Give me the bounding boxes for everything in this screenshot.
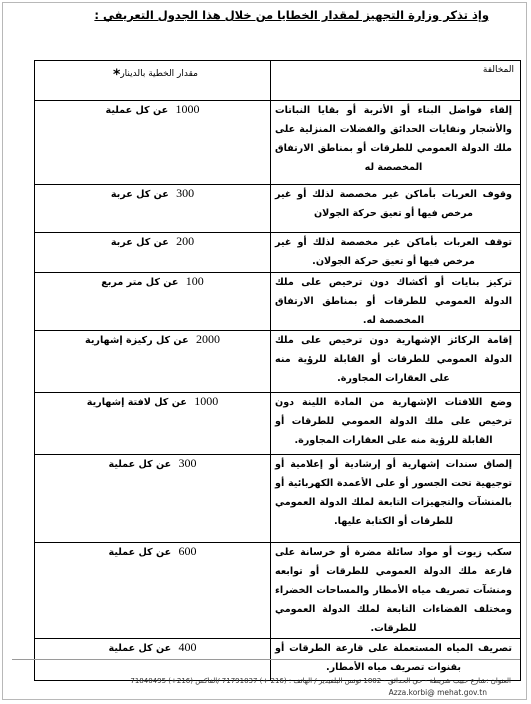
asterisk-mark: * (113, 67, 121, 83)
page-heading: وإذ تذكر وزارة التجهيز لمقدار الخطايا من خلال هذا الجدول التعريفي : (94, 8, 489, 22)
amount-cell (35, 393, 271, 455)
amount-number: 200 (176, 234, 195, 248)
amount-number: 2000 (195, 332, 220, 346)
footer-divider (12, 659, 520, 660)
violation-cell: تصريف المياه المستعملة على قارعة الطرقات أو بقنوات تصريف مياه الأمطار. (271, 639, 521, 681)
amount-cell (35, 331, 271, 393)
violation-cell: توقف العربات بأماكن غير مخصصة لذلك أو غير مرخص فيها أو تعيق حركة الجولان. (271, 233, 521, 273)
amount-unit: عن كل لافتة إشهارية (86, 397, 187, 408)
amount-cell (35, 185, 271, 233)
table-row (35, 393, 521, 455)
amount-number: 300 (178, 456, 197, 470)
amount-number: 1000 (194, 394, 219, 408)
amount-cell (35, 543, 271, 639)
amount-unit: عن كل ركيزة إشهارية (85, 335, 189, 346)
table-row (35, 331, 521, 393)
violation-cell: تركيز بنايات أو أكشاك دون ترخيص على ملك الدولة العمومي للطرقات أو بمناطق الارتفاق المخصصة له. (271, 273, 521, 331)
amount-number: 300 (176, 186, 195, 200)
footer-email: Azza.korbi@ mehat.gov.tn (388, 688, 487, 697)
violation-cell: وقوف العربات بأماكن غير مخصصة لذلك أو غير مرخص فيها أو تعيق حركة الجولان (271, 185, 521, 233)
table-header-row (35, 61, 521, 101)
table-row (35, 543, 521, 639)
amount-unit: عن كل عملية (108, 459, 172, 470)
violation-cell: سكب زيوت أو مواد سائلة مضرة أو خرسانة على قارعة ملك الدولة العمومي للطرقات أو توابعه ومنشآت تصريف مياه الأمطار والمساحات الخضراء ومختلف الفضاءات التابعة لملك الدولة العمومي للطرقات. (271, 543, 521, 639)
amount-number: 100 (185, 274, 204, 288)
column-header-violation: المخالفة (271, 61, 521, 101)
amount-unit: عن كل عملية (108, 643, 172, 654)
column-header-amount-label: مقدار الخطية بالدينار (120, 69, 198, 79)
amount-number: 400 (178, 640, 197, 654)
violation-cell: إلصاق سندات إشهارية أو إرشادية أو إعلامية أو توجيهية تحت الجسور أو على الأعمدة الكهربائية أو بالمنشآت والتجهيزات التابعة لملك الدولة العمومي للطرقات أو الكتابة عليها. (271, 455, 521, 543)
table-row (35, 185, 521, 233)
table-row (35, 101, 521, 185)
amount-number: 600 (178, 544, 197, 558)
amount-cell (35, 273, 271, 331)
amount-number: 1000 (175, 102, 200, 116)
amount-cell (35, 455, 271, 543)
fines-table (34, 60, 521, 681)
amount-unit: عن كل عملية (108, 547, 172, 558)
violation-cell: إقامة الركائز الإشهارية دون ترخيص على ملك الدولة العمومي للطرقات أو القابلة للرؤية منه على العقارات المجاورة. (271, 331, 521, 393)
amount-unit: عن كل متر مربع (101, 277, 179, 288)
amount-unit: عن كل عربة (110, 189, 169, 200)
table-row (35, 455, 521, 543)
footer-address: العنوان :شارع حبيب شريطة - حي الحدائق - 1002 تونس البلفيدير / الهاتف : (216 +) 71791037 /الفاكس (216+) 71840495 (130, 677, 511, 685)
table-row (35, 233, 521, 273)
amount-cell (35, 233, 271, 273)
amount-cell (35, 101, 271, 185)
violation-cell: وضع اللافتات الإشهارية من المادة اللينة دون ترخيص على ملك الدولة العمومي للطرقات أو القابلة للرؤية منه على العقارات المجاورة. (271, 393, 521, 455)
violation-cell: إلقاء فواضل البناء أو الأتربة أو بقايا النباتات والأشجار ونفايات الحدائق والفضلات المنزلية على ملك الدولة العمومي للطرقات أو بمناطق الارتفاق المخصصة له (271, 101, 521, 185)
table-row (35, 273, 521, 331)
amount-unit: عن كل عربة (110, 237, 169, 248)
amount-unit: عن كل عملية (105, 105, 169, 116)
column-header-amount (35, 61, 271, 101)
